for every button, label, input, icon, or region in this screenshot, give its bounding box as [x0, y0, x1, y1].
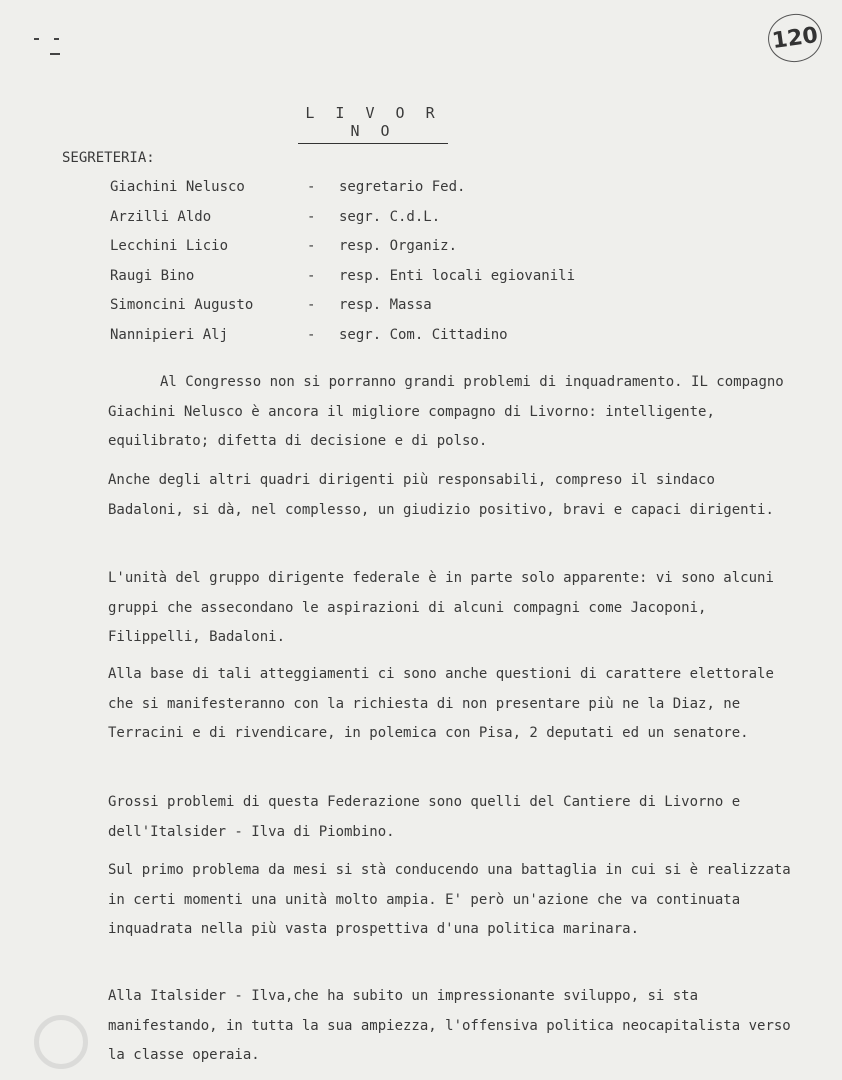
member-role: resp. Massa — [339, 297, 432, 313]
member-name: Lecchini Licio — [110, 238, 229, 254]
paragraph: Al Congresso non si porranno grandi problemi di inquadramento. IL compagno Giachini Nelusco è ancora il migliore compagno di Livorno: intelligente, equilibrato; difetta di decisione e di polso. — [108, 374, 784, 449]
secretariat-list — [110, 179, 575, 356]
member-name: Raugi Bino — [110, 267, 195, 284]
paragraph: Anche degli altri quadri dirigenti più responsabili, compreso il sindaco Badaloni, si dà, nel complesso, un giudizio positivo, bravi e capaci dirigenti. — [108, 472, 774, 518]
member-role: segr. Com. Cittadino — [339, 326, 508, 343]
paragraph: Alla Italsider - Ilva,che ha subito un impressionante sviluppo, si sta manifestando, in tutta la sua ampiezza, l'offensiva politica neocapitalista verso la classe operaia. — [108, 988, 791, 1063]
watermark-circle-icon — [34, 1015, 88, 1069]
separator-dash: - — [307, 267, 316, 284]
list-item — [110, 238, 575, 268]
member-role: segretario Fed. — [339, 179, 466, 195]
separator-dash: - — [307, 297, 316, 313]
list-item — [110, 327, 575, 357]
separator-dash: - — [307, 208, 316, 225]
paragraph: L'unità del gruppo dirigente federale è in parte solo apparente: vi sono alcuni gruppi che assecondano le aspirazioni di alcuni compagni come Jacoponi, Filippelli, Badaloni. — [108, 570, 774, 645]
member-name: Nannipieri Alj — [110, 326, 229, 343]
list-item — [110, 268, 575, 298]
member-role: segr. C.d.L. — [339, 208, 441, 225]
list-item — [110, 179, 575, 209]
paragraph: Alla base di tali atteggiamenti ci sono anche questioni di carattere elettorale che si manifesteranno con la richiesta di non presentare più ne la Diaz, ne Terracini e di rivendicare, in polemica con Pisa, 2 deputati ed un senatore. — [108, 666, 774, 741]
archive-watermark — [0, 985, 110, 1080]
member-role: resp. Organiz. — [339, 238, 458, 254]
list-item — [110, 297, 575, 327]
separator-dash: - — [307, 179, 316, 195]
section-heading: SEGRETERIA: — [62, 150, 155, 166]
paragraph: Grossi problemi di questa Federazione sono quelli del Cantiere di Livorno e dell'Italsider - Ilva di Piombino. — [108, 794, 741, 840]
member-role: resp. Enti locali egiovanili — [339, 267, 576, 284]
corner-marks — [32, 36, 62, 56]
paragraph: Sul primo problema da mesi si stà conducendo una battaglia in cui si è realizzata in certi momenti una unità molto ampia. E' però un'azione che va continuata inquadrata nella più vasta prospettiva d'una politica marinara. — [108, 862, 791, 937]
member-name: Simoncini Augusto — [110, 297, 254, 313]
page-number-stamp: 120 — [765, 10, 825, 65]
separator-dash: - — [307, 326, 316, 343]
member-name: Arzilli Aldo — [110, 208, 212, 225]
list-item — [110, 209, 575, 239]
separator-dash: - — [307, 238, 316, 254]
document-title: L I V O R N O — [298, 104, 448, 144]
member-name: Giachini Nelusco — [110, 179, 245, 195]
